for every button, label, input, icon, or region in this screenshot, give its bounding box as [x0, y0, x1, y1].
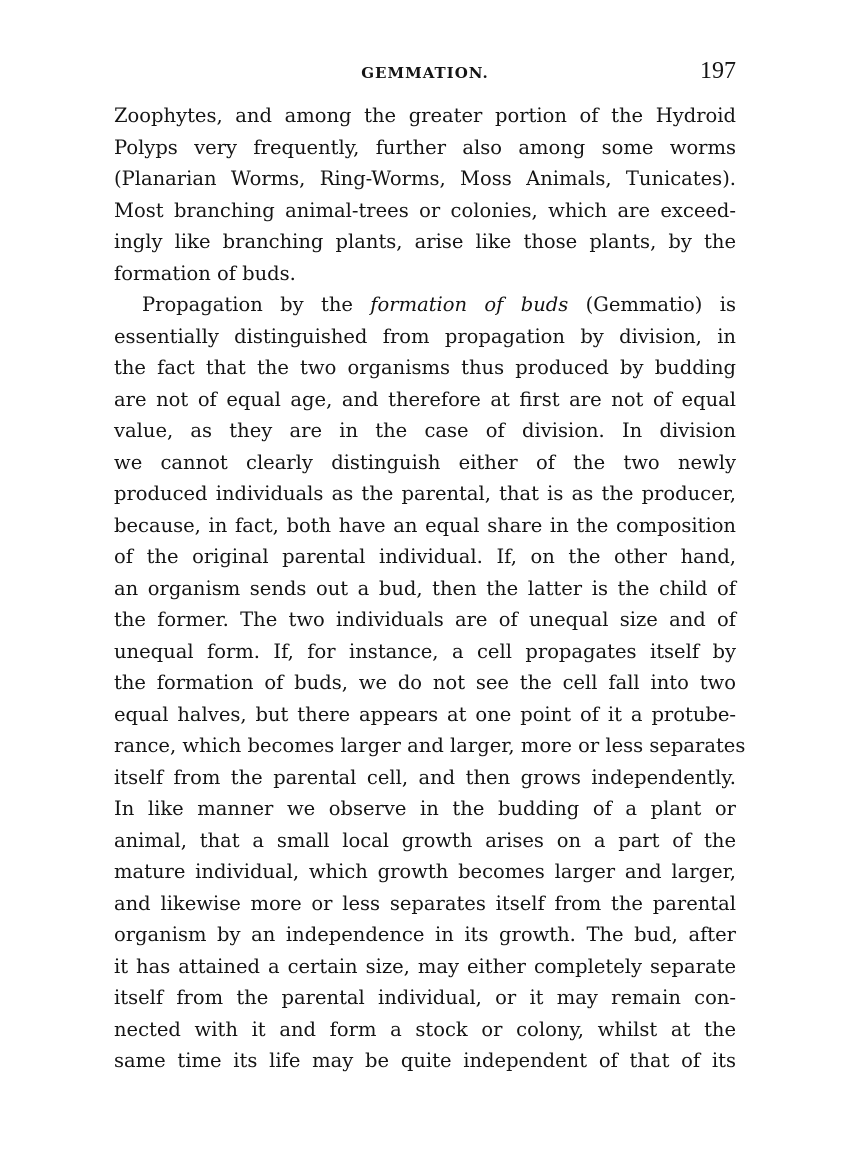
text-line: the former. The two individuals are of unequal size and of [114, 608, 736, 631]
text-line: it has attained a certain size, may either completely separate [114, 954, 736, 978]
text-line: ingly like branching plants, arise like those plants, by the [114, 230, 736, 253]
text-line: value, as they are in the case of division. In division [114, 419, 736, 442]
page-number: 197 [700, 58, 736, 84]
text-line: In like manner we observe in the budding of a plant or [114, 797, 736, 820]
text-line: animal, that a small local growth arises on a part of the [114, 828, 736, 852]
text-line: formation of buds. [114, 261, 296, 285]
text-line: are not of equal age, and therefore at first are not of equal [114, 387, 736, 411]
text-line: produced individuals as the parental, that is as the producer, [114, 482, 736, 505]
italic-phrase: formation of buds [370, 293, 569, 316]
text-line: Zoophytes, and among the greater portion of the Hydroid [114, 104, 736, 127]
text-line: itself from the parental cell, and then grows independently. [114, 765, 736, 789]
text-line: organism by an independence in its growth. The bud, after [114, 923, 736, 946]
text-line: itself from the parental individual, or it may remain con- [114, 986, 736, 1009]
body-text [114, 100, 746, 1077]
page-header [114, 58, 736, 92]
text-line: Polyps very frequently, further also among some worms [114, 135, 736, 159]
text-line: mature individual, which growth becomes larger and larger, [114, 860, 736, 883]
text-line: Most branching animal-trees or colonies, which are exceed- [114, 198, 736, 222]
paragraph-first-line [114, 289, 736, 321]
text-line: rance, which becomes larger and larger, more or less separates [114, 734, 746, 757]
text-line: the formation of buds, we do not see the cell fall into two [114, 671, 736, 694]
line-part-before: Propagation by the [142, 293, 371, 316]
line-part-after: (Gemmatio) is [568, 293, 736, 316]
text-line: nected with it and form a stock or colony, whilst at the [114, 1017, 736, 1041]
text-line: the fact that the two organisms thus produced by budding [114, 356, 736, 379]
text-line: we cannot clearly distinguish either of the two newly [114, 450, 736, 474]
text-line: same time its life may be quite independent of that of its [114, 1049, 736, 1072]
text-line: essentially distinguished from propagation by division, in [114, 324, 736, 348]
text-line: of the original parental individual. If, on the other hand, [114, 545, 736, 568]
running-title: GEMMATION. [361, 64, 489, 82]
text-line: (Planarian Worms, Ring-Worms, Moss Animals, Tunicates). [114, 167, 736, 190]
text-line: an organism sends out a bud, then the latter is the child of [114, 576, 736, 600]
text-line: equal halves, but there appears at one point of it a protube- [114, 702, 736, 726]
text-line: unequal form. If, for instance, a cell propagates itself by [114, 639, 736, 663]
text-line: because, in fact, both have an equal share in the composition [114, 513, 736, 537]
text-line: and likewise more or less separates itself from the parental [114, 891, 736, 915]
